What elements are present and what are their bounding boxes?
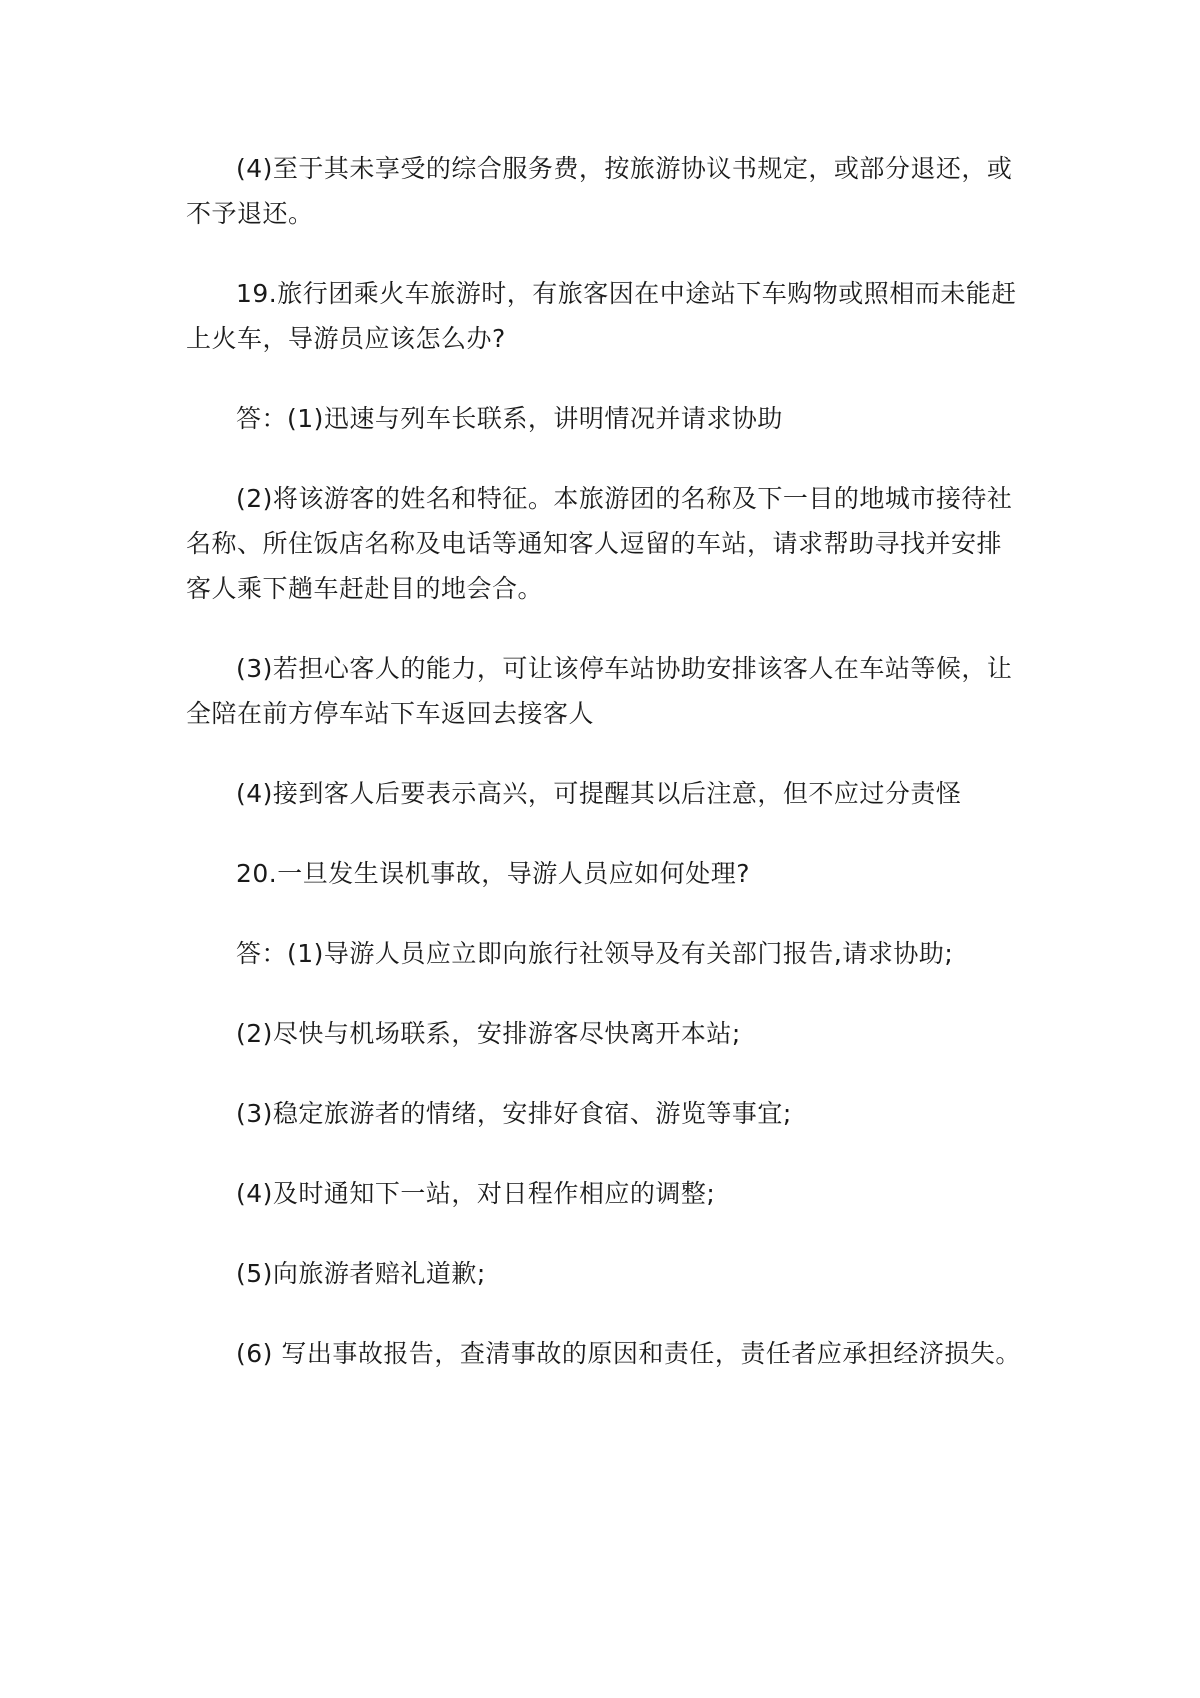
answer-20-step-3: (3)稳定旅游者的情绪，安排好食宿、游览等事宜; <box>236 1099 792 1128</box>
answer-19-step-3: (3)若担心客人的能力，可让该停车站协助安排该客人在车站等候，让全陪在前方停车站下车返回去接客人 <box>186 654 1013 728</box>
question-19: 19.旅行团乘火车旅游时，有旅客因在中途站下车购物或照相而未能赶上火车，导游员应该怎么办? <box>186 279 1017 353</box>
answer-20-step-5: (5)向旅游者赔礼道歉; <box>236 1259 486 1288</box>
answer-20-step-6: (6) 写出事故报告，查清事故的原因和责任，责任者应承担经济损失。 <box>236 1339 1021 1368</box>
answer-20-step-4: (4)及时通知下一站，对日程作相应的调整; <box>236 1179 716 1208</box>
answer-20-step-2: (2)尽快与机场联系，安排游客尽快离开本站; <box>236 1019 741 1048</box>
document-body <box>186 146 1026 1411</box>
paragraph-item4-refund: (4)至于其未享受的综合服务费，按旅游协议书规定，或部分退还，或不予退还。 <box>186 154 1013 228</box>
answer-19-step-1: 答：(1)迅速与列车长联系，讲明情况并请求协助 <box>236 404 783 433</box>
answer-19-step-2: (2)将该游客的姓名和特征。本旅游团的名称及下一目的地城市接待社名称、所住饭店名称及电话等通知客人逗留的车站，请求帮助寻找并安排客人乘下趟车赶赴目的地会合。 <box>186 484 1013 603</box>
answer-19-step-4: (4)接到客人后要表示高兴，可提醒其以后注意，但不应过分责怪 <box>236 779 962 808</box>
question-20: 20.一旦发生误机事故，导游人员应如何处理? <box>236 859 751 888</box>
answer-20-step-1: 答：(1)导游人员应立即向旅行社领导及有关部门报告,请求协助; <box>236 939 954 968</box>
